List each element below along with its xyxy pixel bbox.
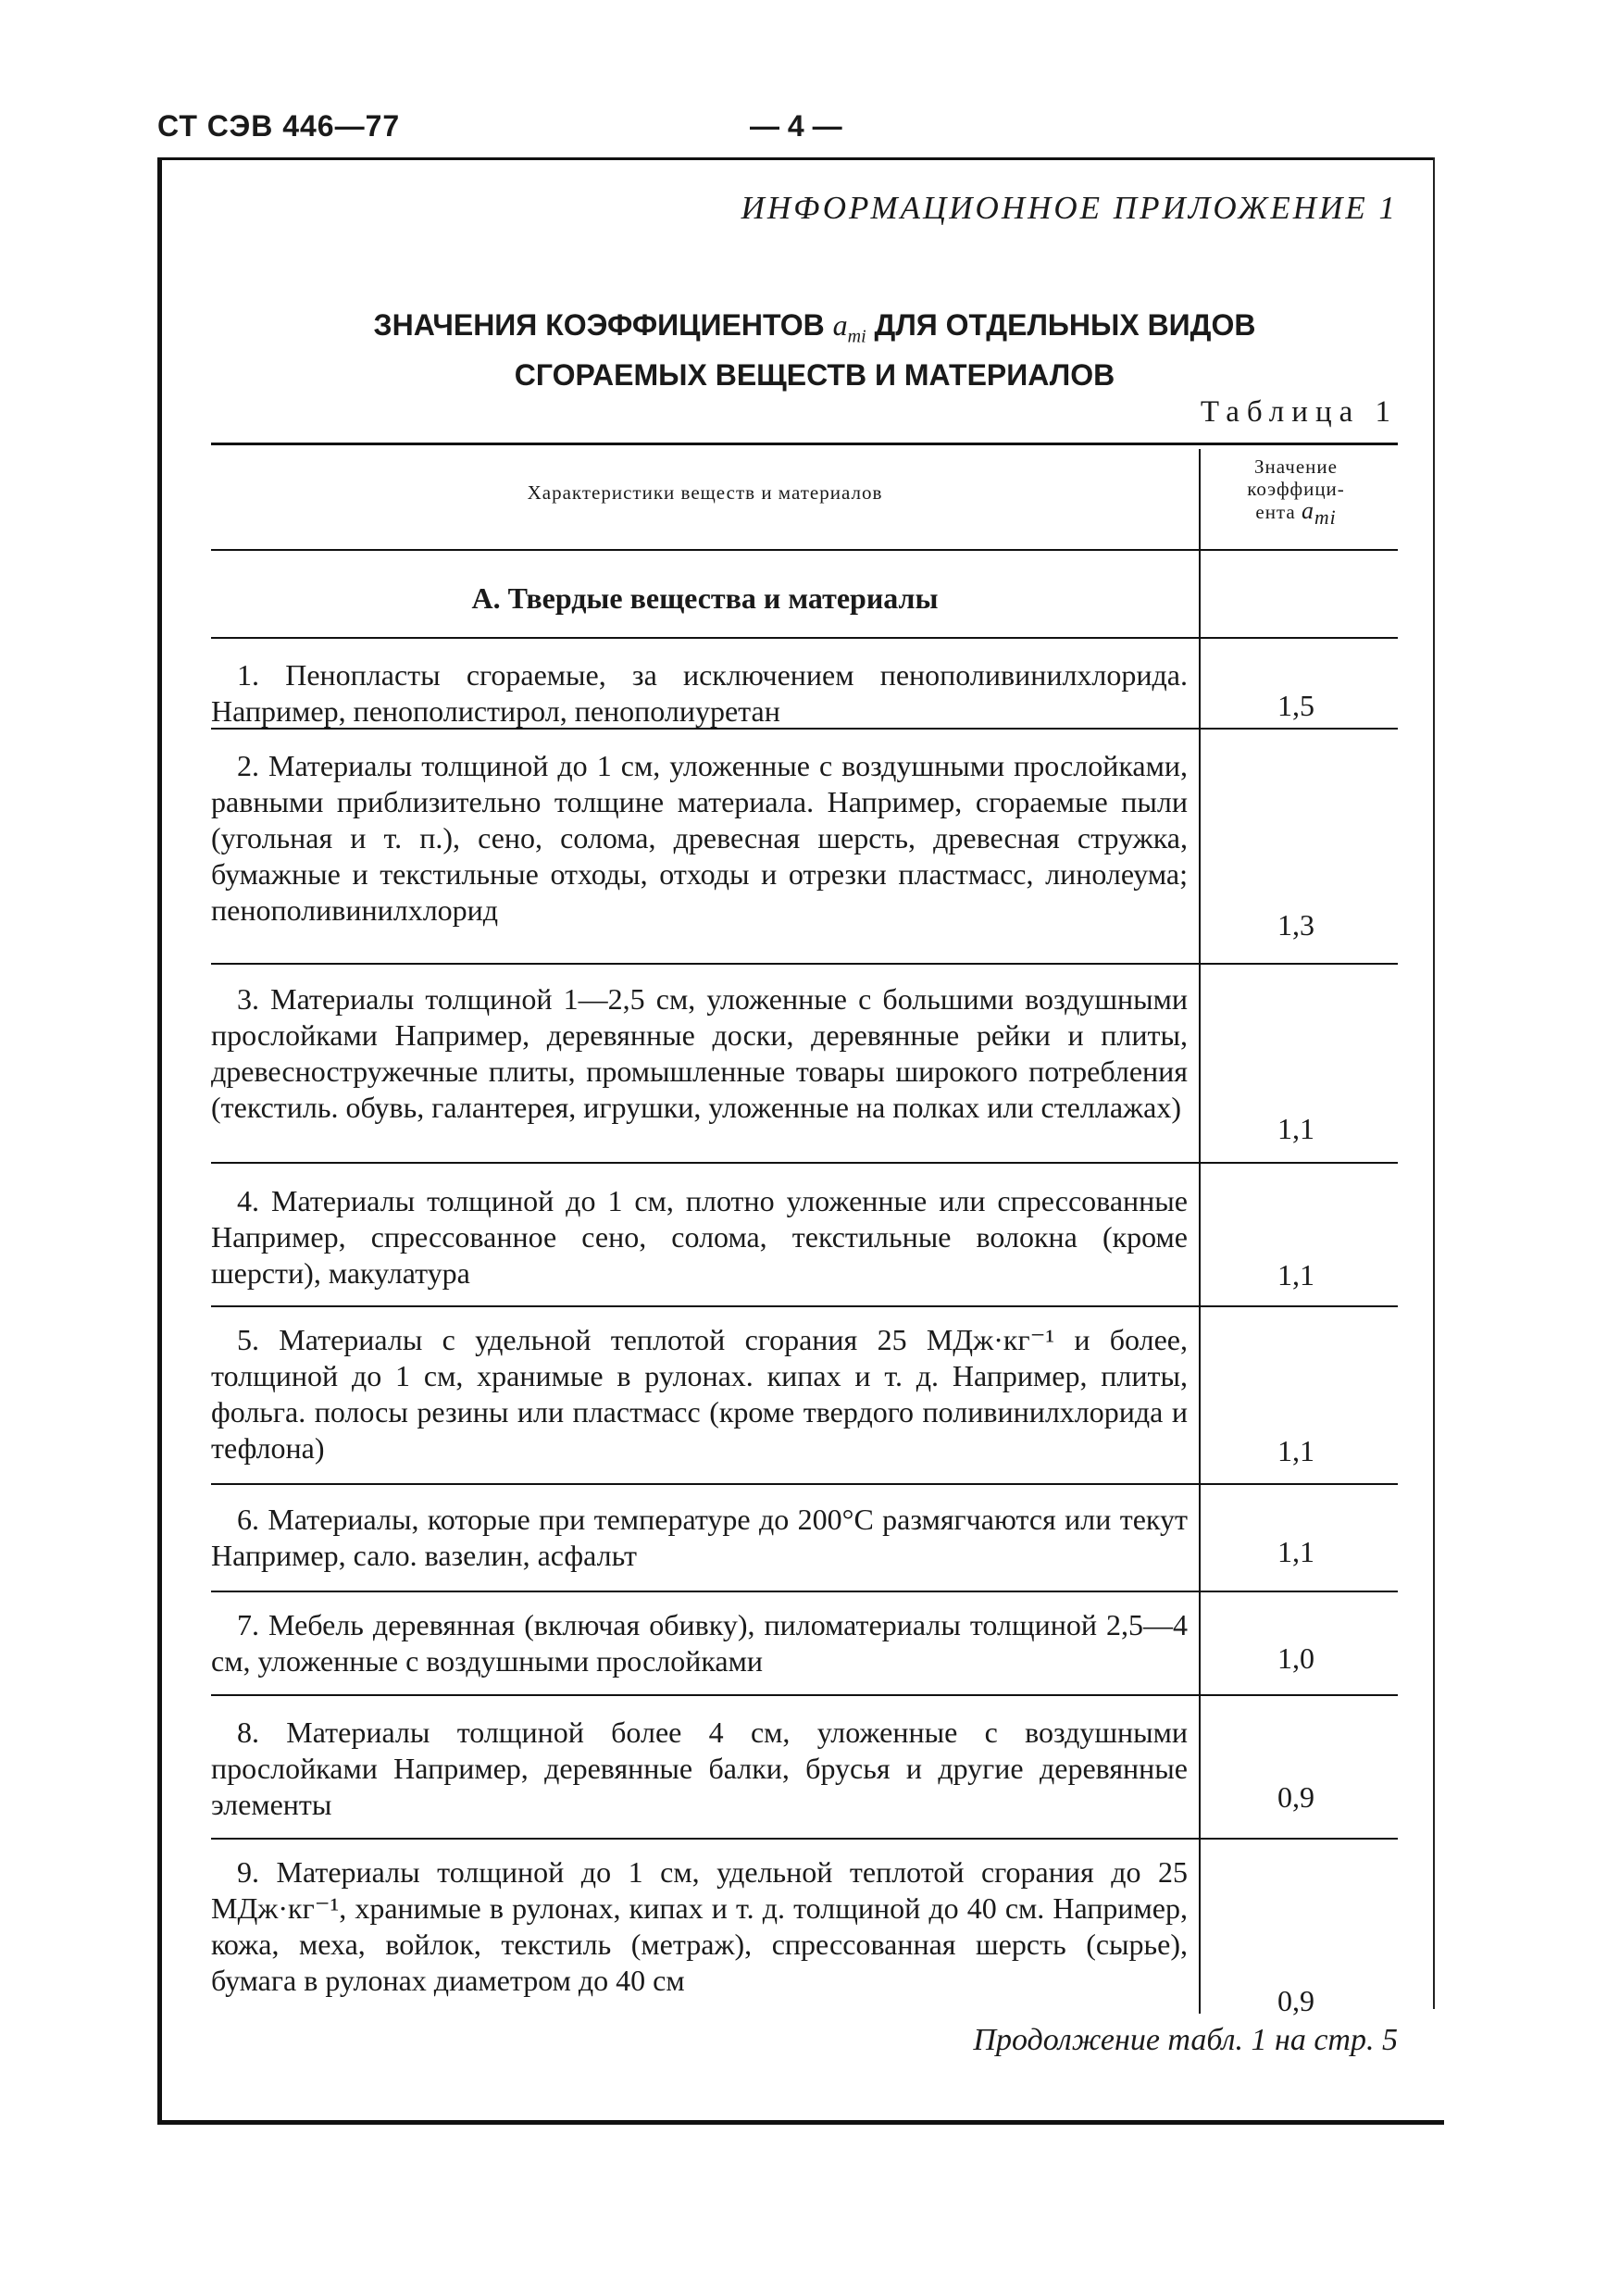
title-line-1-start: ЗНАЧЕНИЯ КОЭФФИЦИЕНТОВ [373, 308, 825, 342]
value-header-line-3: ента $a_{mi}$ [1255, 497, 1337, 530]
frame-left-rule [157, 157, 162, 2125]
header-bottom-rule [211, 549, 1398, 551]
table-row-2-text: 2. Материалы толщиной до 1 см, уложенные с воздушными прослойками, равными приблизительно толщине материала. Например, сгораемые пыли (угольная и т. п.), сено, солома, древесная шерсть, древесная стружка, бумажные и текстильные отходы, отходы и отрезки пластмасс, линолеума; пенополивинилхлорид [211, 749, 1188, 927]
table-label: Таблица 1 [1200, 395, 1398, 429]
title-line-1-end: ДЛЯ ОТДЕЛЬНЫХ ВИДОВ [874, 308, 1256, 342]
table-row-9-text: 9. Материалы толщиной до 1 см, удельной теплотой сгорания до 25 МДж·кг⁻¹, хранимые в рулонах, кипах и т. д. толщиной до 40 см. Например, кожа, меха, войлок, текстиль (метраж), спрессованная шерсть (сырье), бумага в рулонах диаметром до 40 см [211, 1855, 1188, 1997]
standard-code: СТ СЭВ 446—77 [157, 109, 401, 143]
table-row-3-value: 1,1 [1277, 1112, 1314, 1145]
row-7-rule [211, 1694, 1398, 1696]
table-row-6-text: 6. Материалы, которые при температуре до 200°С размягчаются или текут Например, сало. вазелин, асфальт [211, 1503, 1188, 1572]
table-row-6-value: 1,1 [1277, 1535, 1314, 1568]
document-title [241, 306, 1389, 394]
row-3-rule [211, 1162, 1398, 1164]
table-row-2-value: 1,3 [1277, 908, 1314, 942]
coefficient-symbol: $a_{mi}$ [832, 308, 866, 347]
section-bottom-rule [211, 637, 1398, 639]
section-a-heading: А. Твердые вещества и материалы [471, 581, 939, 615]
table-row-1-text: 1. Пенопласты сгораемые, за исключением пенополивинилхлорида. Например, пенополистирол, пенополиуретан [211, 658, 1188, 728]
table-row-3-text: 3. Материалы толщиной 1—2,5 см, уложенные с большими воздушными прослойками Например, деревянные доски, деревянные рейки и плиты, древесностружечные плиты, промышленные товары широкого потребления (текстиль. обувь, галантерея, игрушки, уложенные на полках или стеллажах) [211, 982, 1188, 1124]
table-top-rule [211, 443, 1398, 445]
title-line-1 [241, 306, 1389, 356]
table-row-9-value: 0,9 [1277, 1984, 1314, 2017]
frame-right-rule [1433, 157, 1435, 2009]
table-row-7-text: 7. Мебель деревянная (включая обивку), пиломатериалы толщиной 2,5—4 см, уложенные с воздушными прослойками [211, 1608, 1188, 1678]
frame-bottom-rule [157, 2120, 1444, 2125]
table-row-5-text: 5. Материалы с удельной теплотой сгорания 25 МДж·кг⁻¹ и более, толщиной до 1 см, хранимые в рулонах. кипах и т. д. Например, плиты, фольга. полосы резины или пластмасс (кроме твердого поливинилхлорида и тефлона) [211, 1323, 1188, 1465]
value-column-header [1203, 455, 1389, 529]
page-number: — 4 — [750, 109, 842, 143]
row-6-rule [211, 1591, 1398, 1592]
table-row-1-value: 1,5 [1277, 689, 1314, 722]
row-2-rule [211, 963, 1398, 965]
title-line-2: СГОРАЕМЫХ ВЕЩЕСТВ И МАТЕРИАЛОВ [514, 358, 1115, 393]
frame-top-rule [157, 157, 1435, 160]
row-4-rule [211, 1305, 1398, 1307]
row-8-rule [211, 1838, 1398, 1840]
table-row-8-text: 8. Материалы толщиной более 4 см, уложенные с воздушными прослойками Например, деревянные балки, брусья и другие деревянные элементы [211, 1716, 1188, 1821]
continuation-note: Продолжение табл. 1 на стр. 5 [973, 2023, 1398, 2057]
column-divider [1199, 449, 1201, 2014]
table-row-4-text: 4. Материалы толщиной до 1 см, плотно уложенные или спрессованные Например, спрессованное сено, солома, текстильные волокна (кроме шерсти), макулатура [211, 1184, 1188, 1290]
appendix-label: ИНФОРМАЦИОННОЕ ПРИЛОЖЕНИЕ 1 [741, 190, 1398, 226]
value-header-line-1: Значение [1254, 455, 1338, 478]
table-row-7-value: 1,0 [1277, 1641, 1314, 1675]
row-5-rule [211, 1483, 1398, 1485]
table-row-4-value: 1,1 [1277, 1258, 1314, 1292]
characteristics-column-header: Характеристики веществ и материалов [527, 481, 883, 504]
table-row-5-value: 1,1 [1277, 1434, 1314, 1467]
value-header-line-2: коэффици- [1247, 478, 1345, 500]
table-row-8-value: 0,9 [1277, 1780, 1314, 1814]
